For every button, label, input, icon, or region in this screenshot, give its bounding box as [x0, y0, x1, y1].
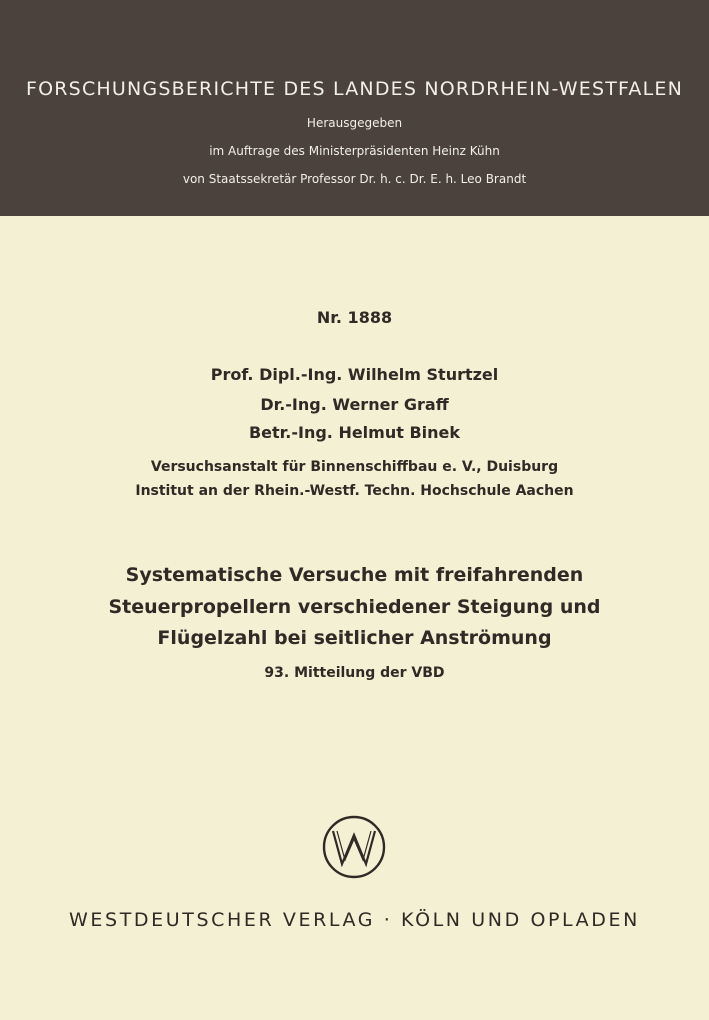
editor-line-2: im Auftrage des Ministerpräsidenten Heinz Kühn	[209, 144, 500, 158]
report-number: Nr. 1888	[316, 308, 393, 327]
westdeutscher-verlag-w-logo-icon	[321, 814, 387, 880]
editor-line-1: Herausgegeben	[306, 116, 403, 130]
author-1: Prof. Dipl.-Ing. Wilhelm Sturtzel	[210, 365, 499, 384]
publisher-line: WESTDEUTSCHER VERLAG · KÖLN UND OPLADEN	[69, 909, 640, 931]
title-line-2: Steuerpropellern verschiedener Steigung und	[108, 596, 601, 618]
title-line-1: Systematische Versuche mit freifahrenden	[125, 564, 584, 586]
series-title: FORSCHUNGSBERICHTE DES LANDES NORDRHEIN-WESTFALEN	[26, 78, 683, 100]
title-line-3: Flügelzahl bei seitlicher Anströmung	[157, 627, 552, 649]
author-2: Dr.-Ing. Werner Graff	[260, 395, 449, 414]
institution-1: Versuchsanstalt für Binnenschiffbau e. V., Duisburg	[150, 459, 559, 475]
subtitle: 93. Mitteilung der VBD	[264, 665, 445, 681]
cover-header-band	[0, 0, 709, 216]
editor-line-3: von Staatssekretär Professor Dr. h. c. Dr. E. h. Leo Brandt	[182, 172, 527, 186]
institution-2: Institut an der Rhein.-Westf. Techn. Hochschule Aachen	[135, 483, 574, 499]
author-3: Betr.-Ing. Helmut Binek	[248, 423, 461, 442]
